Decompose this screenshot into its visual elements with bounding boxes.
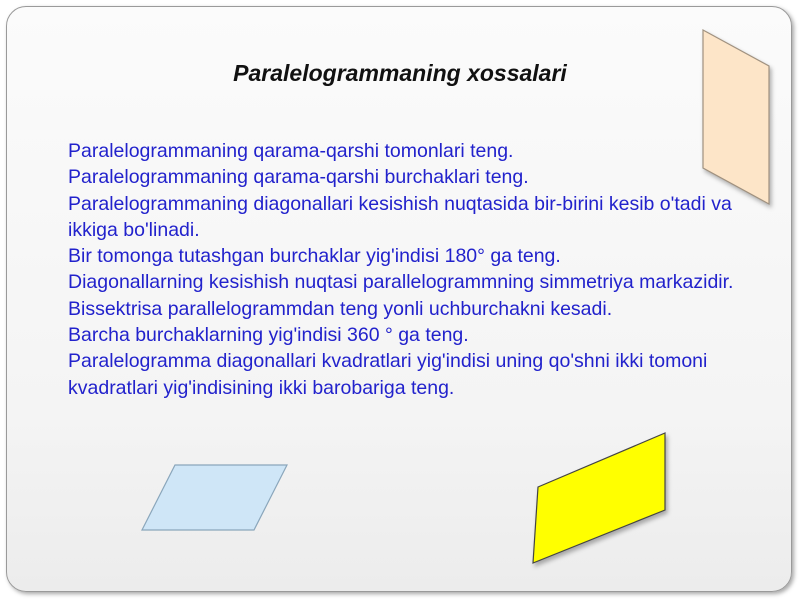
property-item: Paralelogrammaning qarama-qarshi burchaklari teng. (68, 166, 529, 189)
property-item: Barcha burchaklarning yig'indisi 360 ° ga teng. (68, 324, 469, 347)
slide-title: Paralelogrammaning xossalari (233, 60, 567, 86)
property-item: Diagonallarning kesishish nuqtasi parallelogrammning simmetriya markazidir. (68, 271, 734, 294)
property-item: Paralelogrammaning qarama-qarshi tomonlari teng. (68, 140, 514, 162)
yellow-parallelogram (533, 433, 665, 563)
property-item: Bir tomonga tutashgan burchaklar yig'indisi 180° ga teng. (68, 245, 561, 268)
property-item: Bissektrisa parallelogrammdan teng yonli uchburchakni kesadi. (68, 297, 613, 320)
property-item: Paralelogramma diagonallari kvadratlari yig'indisi uning qo'shni ikki tomoni kvadratlari yig'indisining ikki barobariga teng. (68, 350, 708, 399)
property-item: Paralelogrammaning diagonallari kesishish nuqtasida bir-birini kesib o'tadi va ikkiga bo'linadi. (68, 192, 732, 241)
